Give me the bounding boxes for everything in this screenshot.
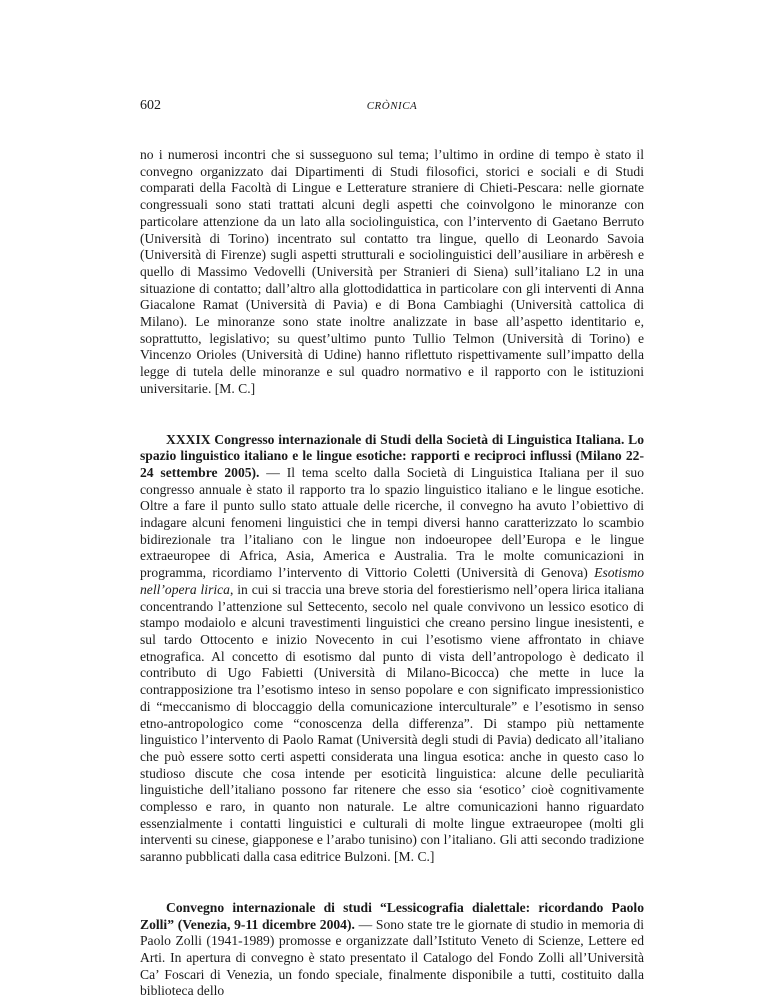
running-title: CRÒNICA	[366, 100, 418, 112]
entry-heading: Convegno internazionale di studi “Lessicografia dialettale: ricordando Paolo Zolli” (Venezia, 9-11 dicembre 2004).	[140, 899, 644, 932]
body-text	[140, 147, 644, 1000]
entry-dash: —	[259, 464, 287, 480]
entry-heading-date: (Milano 22-24 settembre 2005).	[140, 448, 644, 480]
entry-heading: XXXIX Congresso internazionale di Studi della Società di Linguistica Italiana. Lo spazio linguistico italiano e le lingue esotiche: rapporti e reciproci influssi	[140, 431, 644, 464]
entry-text: Il tema scelto dalla Società di Linguistica Italiana per il suo congresso annuale è stato il rapporto tra lo spazio linguistico italiano e le lingue esotiche. Oltre a fare il punto sullo stato attuale delle ricerche, il convegno ha avuto l’obiettivo di indagare alcuni fenomeni linguistici che in tempi diversi hanno caratterizzato lo scambio bidirezionale tra l’italiano con le lingue non indoeuropee dell’Europa e le lingue extraeuropee di Africa, Asia, America e Australia. Tra le molte comunicazioni in programma, ricordiamo l’intervento di Vittorio Coletti (Università di Genova)	[140, 464, 645, 581]
page-number: 602	[140, 98, 161, 113]
entry-sli-congress	[140, 432, 644, 866]
entry-dash: —	[354, 916, 376, 932]
running-head	[140, 96, 644, 116]
paragraph-continuation	[140, 147, 644, 398]
entry-cited-title: Esotismo nell’opera lirica	[140, 565, 644, 597]
entry-text-continued: , in cui si traccia una breve storia del forestierismo nell’opera lirica italiana concentrando l’attenzione sul Settecento, secolo nel quale convivono un lessico esotico di stampo modaiolo e alcuni travestimenti linguistici che creano persino lingue inesistenti, e sul tardo Ottocento e inizio Novecento in cui l’esotismo viene affrontato in chiave etnografica. Al concetto di esotismo dal punto di vista dell’antropologo è dedicato il contributo di Ugo Fabietti (Università di Milano-Bicocca) che mette in luce la contrapposizione tra l’esotismo inteso in senso popolare e con significato impressionistico di “meccanismo di bloccaggio della comunicazione interculturale” e l’esotismo in senso etno-antropologico come “conoscenza della differenza”. Di stampo più nettamente linguistico l’intervento di Paolo Ramat (Università degli studi di Pavia) dedicato all’italiano che può essere sotto certi aspetti considerata una lingua esotica: anche in questo caso lo studioso discute che cosa intende per esoticità linguistica: alcune delle peculiarità linguistiche dell’italiano possono far ritenere che esso sia ‘esotico’ cioè cognitivamente complesso e raro, in quanto non naturale. Le altre comunicazioni hanno riguardato essenzialmente i contatti linguistici e culturali di molte lingue extraeuropee (molti gli interventi su cinese, giapponese e l’arabo tunisino) con l’italiano. Gli atti secondo tradizione saranno pubblicati dalla casa editrice Bulzoni. [M. C.]	[140, 581, 644, 865]
entry-text: Sono state tre le giornate di studio in memoria di Paolo Zolli (1941-1989) promosse e organizzate dall’Istituto Veneto di Scienze, Lettere ed Arti. In apertura di convegno è stato presentato il Catalogo del Fondo Zolli all’Università Ca’ Foscari di Venezia, un fondo speciale, finalmente disponibile a tutti, costituito dalla biblioteca dello	[140, 916, 645, 999]
entry-zolli-conference	[140, 900, 644, 1000]
paragraph-text: no i numerosi incontri che si susseguono sul tema; l’ultimo in ordine di tempo è stato il convegno organizzato dai Dipartimenti di Studi filosofici, storici e sociali e di Studi comparati della Facoltà di Lingue e Letterature straniere di Chieti-Pescara: nelle giornate congressuali sono stati trattati alcuni degli aspetti che coinvolgono le minoranze con particolare attenzione da un lato alla sociolinguistica, con l’intervento di Gaetano Berruto (Università di Torino) incentrato sul contatto tra lingue, quello di Leonardo Savoia (Università di Firenze) sugli aspetti strutturali e sociolinguistici dell’ausiliare in arbëresh e quello di Massimo Vedovelli (Università per Stranieri di Siena) sull’italiano L2 in una situazione di contatto; dall’altro alla glottodidattica in particolare con gli interventi di Anna Giacalone Ramat (Università di Pavia) e di Bona Cambiaghi (Università cattolica di Milano). Le minoranze sono state inoltre analizzate in base all’aspetto identitario e, soprattutto, legislativo; su quest’ultimo punto Tullio Telmon (Università di Torino) e Vincenzo Orioles (Università di Udine) hanno riflettuto rispettivamente sull’impatto della legge di tutela delle minoranze e sul quadro normativo e il rapporto con le istituzioni universitarie. [M. C.]	[140, 147, 644, 396]
document-page	[140, 0, 645, 999]
